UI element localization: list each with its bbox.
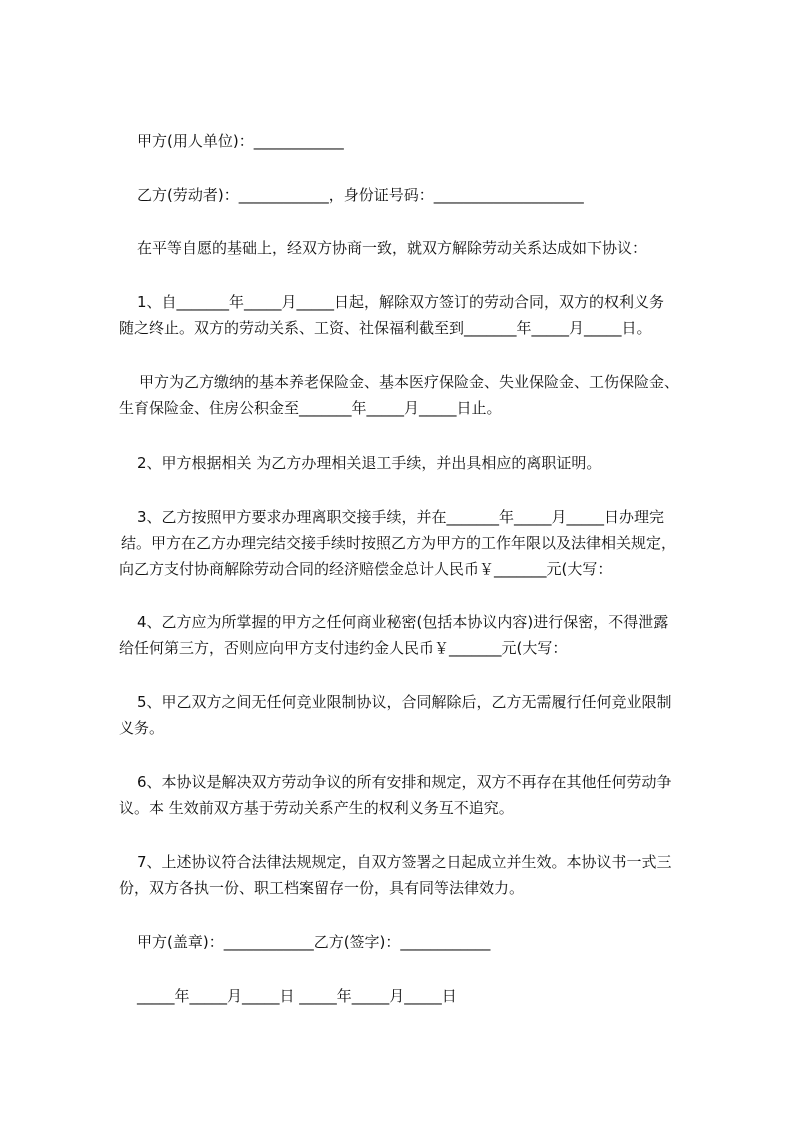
clause-7-line-2: 份，双方各执一份、职工档案留存一份，具有同等法律效力。 — [119, 879, 525, 897]
party-b-line: 乙方(劳动者)：____________，身份证号码：____________________ — [137, 186, 584, 204]
intro-paragraph: 在平等自愿的基础上，经双方协商一致，就双方解除劳动关系达成如下协议： — [137, 239, 648, 257]
date-line: _____年_____月_____日 _____年_____月_____日 — [137, 987, 457, 1005]
clause-7-line-1: 7、上述协议符合法律法规规定，自双方签署之日起成立并生效。本协议书一式三 — [137, 853, 672, 871]
clause-3-line-3: 向乙方支付协商解除劳动合同的经济赔偿金总计人民币￥_______元(大写： — [119, 560, 613, 578]
clause-1-line-2: 随之终止。双方的劳动关系、工资、社保福利截至到_______年_____月_____日。 — [119, 319, 652, 337]
clause-5-line-2: 义务。 — [119, 719, 165, 737]
clause-5-line-1: 5、甲乙双方之间无任何竞业限制协议，合同解除后，乙方无需履行任何竞业限制 — [137, 693, 672, 711]
insurance-line-1: 甲方为乙方缴纳的基本养老保险金、基本医疗保险金、失业保险金、工伤保险金、 — [139, 373, 680, 391]
insurance-line-2: 生育保险金、住房公积金至_______年_____月_____日止。 — [119, 399, 502, 417]
party-a-line: 甲方(用人单位)：____________ — [137, 132, 344, 150]
clause-4-line-2: 给任何第三方，否则应向甲方支付违约金人民币￥_______元(大写： — [119, 639, 568, 657]
clause-6-line-1: 6、本协议是解决双方劳动争议的所有安排和规定，双方不再存在其他任何劳动争 — [137, 773, 672, 791]
signature-line: 甲方(盖章)：____________乙方(签字)：____________ — [137, 933, 491, 951]
clause-6-line-2: 议。本 生效前双方基于劳动关系产生的权利义务互不追究。 — [119, 799, 514, 817]
clause-2: 2、甲方根据相关 为乙方办理相关退工手续，并出具相应的离职证明。 — [137, 454, 602, 472]
clause-3-line-1: 3、乙方按照甲方要求办理离职交接手续，并在_______年_____月_____日办理完 — [137, 508, 665, 526]
clause-1-line-1: 1、自_______年_____月_____日起，解除双方签订的劳动合同，双方的权利义务 — [137, 293, 665, 311]
clause-4-line-1: 4、乙方应为所掌握的甲方之任何商业秘密(包括本协议内容)进行保密，不得泄露 — [137, 613, 669, 631]
clause-3-line-2: 结。甲方在乙方办理完结交接手续时按照乙方为甲方的工作年限以及法律相关规定， — [121, 534, 677, 552]
